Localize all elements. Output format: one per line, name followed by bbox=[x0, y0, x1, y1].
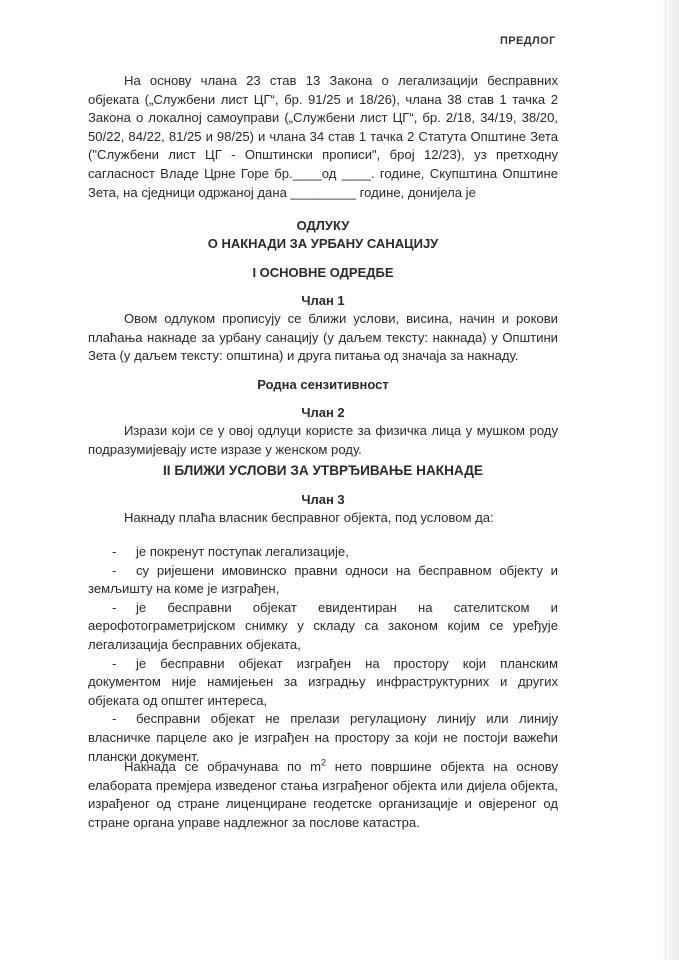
list-item-text: је бесправни објекат изграђен на простору који планским документом није намијењен за изградњу инфраструктурних и других објеката од општег интереса, bbox=[88, 655, 558, 708]
list-item-text: бесправни објекат не прелази регулациону линију или линију власничке парцеле ако је изграђен на простору за који не постоји важећи плански документ. bbox=[88, 711, 558, 764]
preamble-paragraph: На основу члана 23 став 13 Закона о легализацији бесправних објеката („Службени лист ЦГ“, бр. 91/25 и 18/26), члана 38 став 1 тачка 2 Закона о локалној самоуправи („Службени лист ЦГ“, бр. 2/18, 34/19, 38/20, 50/22, 84/22, 81/25 и 98/25) и члана 34 став 1 тачка 2 Статута Општине Зета ("Службени лист ЦГ - Општински прописи", број 12/23), уз претходну сагласност Владе Црне Горе бр.____од ____. године, Скупштина Општине Зета, на сједници одржаној дана _________ године, донијела је bbox=[88, 73, 558, 200]
article-1-title: Члан 1 bbox=[301, 293, 345, 308]
dash-bullet: - bbox=[112, 544, 117, 559]
section-heading-1: I ОСНОВНЕ ОДРЕДБЕ bbox=[252, 265, 394, 280]
list-item bbox=[88, 562, 558, 599]
dash-bullet: - bbox=[112, 711, 117, 727]
list-item-text: су ријешени имовинско правни односи на бесправном објекту и земљишту на коме је изграђен, bbox=[88, 562, 558, 597]
decision-title: ОДЛУКУ bbox=[296, 218, 350, 233]
page-edge-line bbox=[665, 0, 666, 960]
square-superscript: 2 bbox=[321, 757, 327, 768]
dash-bullet: - bbox=[112, 562, 117, 578]
gender-heading: Родна сензитивност bbox=[257, 377, 389, 392]
final-text-start: Накнада се обрачунава по m bbox=[124, 759, 322, 774]
list-item bbox=[88, 543, 558, 562]
section-heading-2: II БЛИЖИ УСЛОВИ ЗА УТВРЂИВАЊЕ НАКНАДЕ bbox=[163, 463, 483, 478]
article-3-intro: Накнаду плаћа власник бесправног објекта, под условом да: bbox=[124, 510, 494, 525]
article-3-title: Члан 3 bbox=[301, 492, 345, 507]
article-1-text: Овом одлуком прописују се ближи услови, висина, начин и рокови плаћања накнаде за урбану санацију (у даљем тексту: накнада) у Општини Зета (у даљем тексту: општина) и друга питања од значаја за накнаду. bbox=[88, 311, 558, 364]
article-2-text: Изрази који се у овој одлуци користе за физичка лица у мушком роду подразумијевају исте изразе у женском роду. bbox=[88, 423, 558, 457]
list-item bbox=[88, 655, 558, 711]
article-2-title: Члан 2 bbox=[301, 405, 345, 420]
list-item-text: је покренут поступак легализације, bbox=[136, 544, 349, 559]
final-text-end: нето површине објекта на основу елабората премјера изведеног стања изграђеног објекта или дијела објекта, израђеног од стране лиценциране геодетске организације и овјереног од стране органа управе надлежног за послове катастра. bbox=[88, 759, 558, 830]
article-3-final-paragraph bbox=[88, 758, 558, 832]
draft-stamp: ПРЕДЛОГ bbox=[500, 35, 556, 47]
page-edge-shadow bbox=[661, 0, 679, 960]
list-item-text: је бесправни објекат евидентиран на сателитском и аерофотограметријском снимку у складу са законом којим се уређује легализација бесправних објеката, bbox=[88, 599, 558, 652]
dash-bullet: - bbox=[112, 655, 117, 671]
dash-bullet: - bbox=[112, 599, 117, 615]
list-item bbox=[88, 599, 558, 655]
article-3-conditions-list bbox=[88, 543, 558, 766]
decision-subtitle: О НАКНАДИ ЗА УРБАНУ САНАЦИЈУ bbox=[207, 236, 439, 251]
